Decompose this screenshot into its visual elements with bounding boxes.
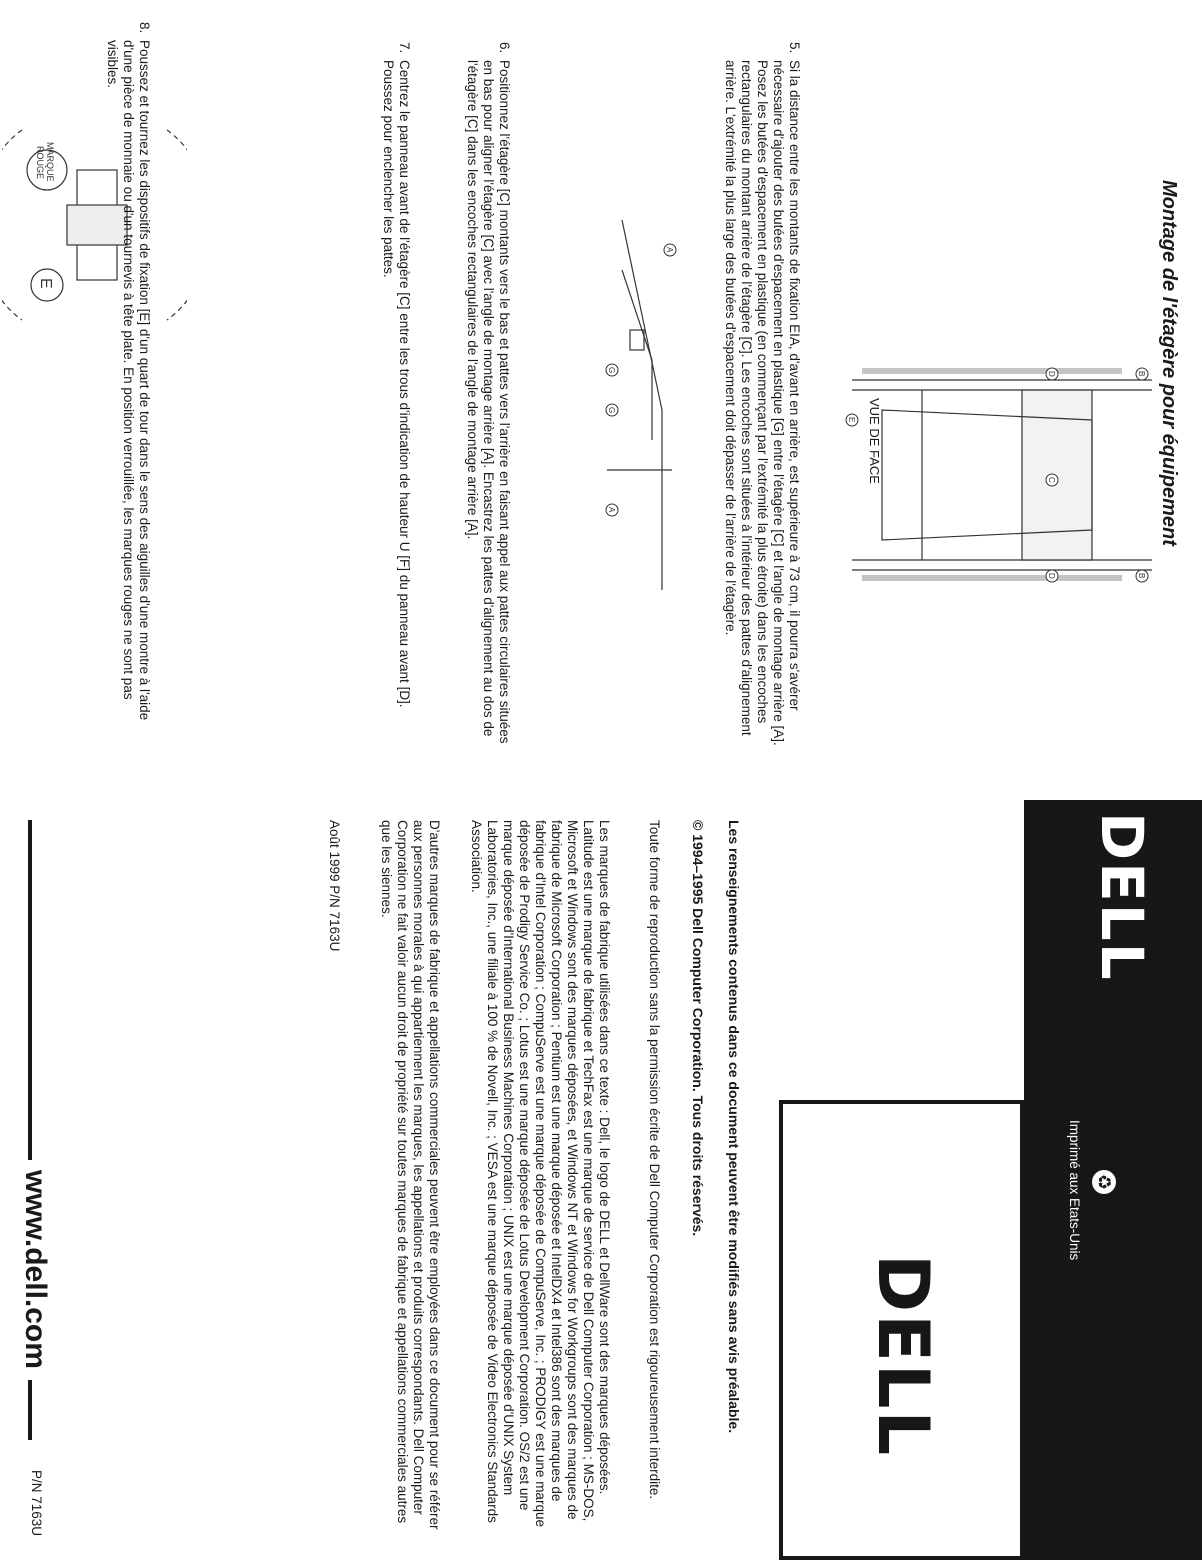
mark-label-2: ROUGE <box>35 146 45 180</box>
dell-logo-large: DELL <box>862 1254 944 1458</box>
step-number: 5. <box>787 42 802 54</box>
step-6 <box>464 42 512 750</box>
step-5 <box>722 42 802 750</box>
step-text: Si la distance entre les montants de fixation EIA, d'avant en arrière, est supérieure à 73 cm, il pourra s'avérer nécessaire d'ajouter des butées d'espacement en plastique [G] entre l'étagère [C] et l'angle de montage arrière [A]. Posez les butées d'espacement en plastique (en commençant par l'extrémité la plus étroite) dans les encoches rectangulaires du montant arrière de l'étagère [C]. Les encoches sont situées à l'intérieur des pattes d'alignement arrière. L'extrémité la plus large des butées d'espacement doit dépasser de l'arrière de l'étagère. <box>723 60 802 746</box>
dell-logo-small: DELL <box>1088 812 1156 982</box>
figure-caption-front: VUE DE FACE <box>867 398 882 484</box>
date-part-number: Août 1999 P/N 7163U <box>327 820 342 952</box>
callout-d-top: D <box>1047 371 1056 377</box>
step-text: Centrez le panneau avant de l'étagère [C] entre les trous d'indication de hauteur U [F] du panneau avant [D]. Poussez pour enclencher les pattes. <box>381 60 412 708</box>
part-number-corner: P/N 7163U <box>29 1470 44 1537</box>
callout-b-top: B <box>1137 371 1146 377</box>
front-view-figure <box>837 360 1162 590</box>
callout-b-bottom: B <box>1137 573 1146 579</box>
cover-panel <box>0 780 1202 1560</box>
latch-figure <box>2 110 187 340</box>
step-text: Positionnez l'étagère [C] montants vers le bas et pattes vers l'arrière en faisant appel aux pattes circulaires situées en bas pour aligner l'étagère [C] avec l'angle de montage arrière [A]. Encastrez les pattes d'alignement au dos de l'étagère [C] dans les encoches rectangulaires de l'angle de montage arrière [A]. <box>465 60 512 744</box>
callout-a-2: A <box>607 507 616 513</box>
copyright-text: © 1994–1995 Dell Computer Corporation. Tous droits réservés. <box>690 820 706 1237</box>
page-title: Montage de l'étagère pour équipement <box>1158 180 1180 546</box>
callout-g-1: G <box>607 367 616 374</box>
dell-url: www.dell.com <box>19 1170 52 1369</box>
step-8 <box>104 22 152 740</box>
printed-in-text: Imprimé aux Etats-Unis <box>1067 1120 1082 1261</box>
step-number: 8. <box>137 22 152 34</box>
notice-text: Les renseignements contenus dans ce document peuvent être modifiés sans avis préalable. <box>726 820 742 1434</box>
callout-g-2: G <box>607 407 616 414</box>
step-number: 7. <box>397 42 412 54</box>
recycle-icon: ♻ <box>1092 1170 1116 1194</box>
callout-a-1: A <box>665 247 674 253</box>
mark-callout: E <box>37 278 54 289</box>
callout-d-bottom: D <box>1047 573 1056 579</box>
url-footer <box>10 780 52 1560</box>
url-rule-left <box>28 820 32 1160</box>
cover-logo-box <box>779 1100 1024 1560</box>
callout-e: E <box>847 417 856 423</box>
other-marks-text: D'autres marques de fabrique et appellations commerciales peuvent être employées dans ce document pour se référer aux personnes morales à qui appartiennent les marques, les appellations et produits correspondants. Dell Computer Corporation ne fait valoir aucun droit de propriété sur toutes marques de fabrique et appellations commerciales autres que les siennes. <box>379 820 442 1530</box>
rear-angle-figure <box>602 210 682 600</box>
callout-c: C <box>1047 477 1056 483</box>
step-number: 6. <box>497 42 512 54</box>
reproduction-text: Toute forme de reproduction sans la permission écrite de Dell Computer Corporation est rigoureusement interdite. <box>647 820 662 1500</box>
mark-label-1: MARQUE <box>45 142 55 182</box>
url-rule-right <box>28 1380 32 1440</box>
trademarks-text: Les marques de fabrique utilisées dans ce texte : Dell, le logo de DELL et DellWare sont des marques déposées. Latitude est une marque de fabrique et TechFax est une marque de service de Dell Computer Corporation ; MS-DOS, Microsoft et Windows sont des marques déposées, et Windows NT et Windows for Workgroups sont des marques de fabrique de Microsoft Corporation ; Pentium est une marque déposée et IntelDX4 et Intel386 sont des marques de fabrique d'Intel Corporation ; CompuServe est une marque déposée de CompuServe, Inc. ; PRODIGY est une marque déposée de Prodigy Service Co. ; Lotus est une marque déposée de Lotus Development Corporation. OS/2 est une marque déposée d'International Business Machines Corporation ; UNIX est une marque déposée d'UNIX System Laboratories, Inc., une filiale à 100 % de Novell, Inc. ; VESA est une marque déposée de Video Electronics Standards Association. <box>469 820 612 1527</box>
step-7 <box>380 42 412 750</box>
step-text: Poussez et tournez les dispositifs de fixation [E] d'un quart de tour dans le sens des aiguilles d'une montre à l'aide d'une pièce de monnaie ou d'un tournevis à tête plate. En position verrouillée, les marques rouges ne sont pas visibles. <box>105 40 152 721</box>
